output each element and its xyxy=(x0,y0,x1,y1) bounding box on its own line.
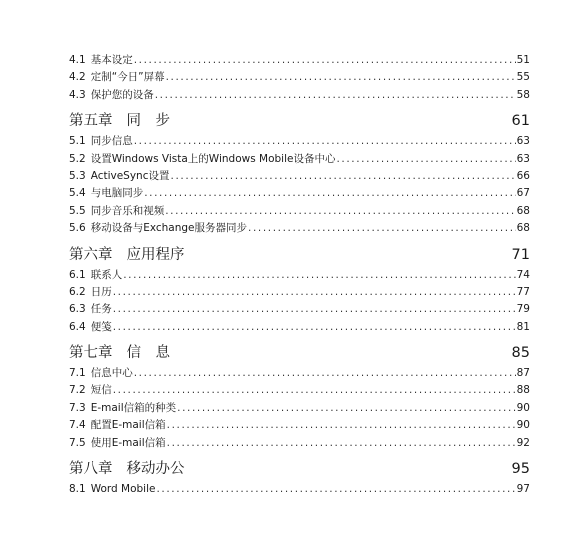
section-page-number: 88 xyxy=(516,384,530,397)
section-number: 6.3 xyxy=(69,303,86,316)
section-page-number: 97 xyxy=(516,483,530,496)
chapter-title-group xyxy=(69,245,185,265)
chapter-heading[interactable] xyxy=(69,343,530,363)
section-number: 5.4 xyxy=(69,187,86,200)
section-number: 5.2 xyxy=(69,152,86,165)
chapter-title-group xyxy=(69,459,185,479)
section-number: 6.1 xyxy=(69,268,86,281)
section-title: 同步音乐和视频 xyxy=(90,204,165,217)
toc-entry[interactable] xyxy=(69,435,530,452)
dot-leader xyxy=(113,319,516,336)
toc-entry[interactable] xyxy=(69,301,530,318)
section-number: 5.3 xyxy=(69,169,86,182)
toc-entry[interactable] xyxy=(69,417,530,434)
dot-leader xyxy=(134,133,516,150)
section-page-number: 90 xyxy=(516,419,530,432)
chapter-heading[interactable] xyxy=(69,459,530,479)
chapter-number: 第六章 xyxy=(69,246,113,263)
toc-entry[interactable] xyxy=(69,87,530,104)
toc-entry[interactable] xyxy=(69,133,530,150)
section-page-number: 58 xyxy=(516,88,530,101)
dot-leader xyxy=(144,185,515,202)
section-number: 7.3 xyxy=(69,401,86,414)
section-page-number: 55 xyxy=(516,71,530,84)
chapter-number: 第五章 xyxy=(69,113,113,130)
section-title: 信息中心 xyxy=(90,367,133,380)
chapter-page-number: 71 xyxy=(511,246,530,263)
section-title: 移动设备与Exchange服务器同步 xyxy=(90,222,248,235)
toc-entry[interactable] xyxy=(69,220,530,237)
section-title: 联系人 xyxy=(90,268,123,281)
section-number: 7.5 xyxy=(69,436,86,449)
section-title: 同步信息 xyxy=(90,135,133,148)
dot-leader xyxy=(156,481,515,498)
section-page-number: 87 xyxy=(516,367,530,380)
toc-entry[interactable] xyxy=(69,400,530,417)
section-page-number: 90 xyxy=(516,401,530,414)
section-page-number: 81 xyxy=(516,320,530,333)
section-title: 短信 xyxy=(90,384,112,397)
dot-leader xyxy=(155,87,516,104)
chapter-number: 第八章 xyxy=(69,461,113,478)
toc-entry[interactable] xyxy=(69,481,530,498)
section-page-number: 63 xyxy=(516,152,530,165)
section-number: 4.1 xyxy=(69,54,86,66)
section-title: E-mail信箱的种类 xyxy=(90,401,177,414)
chapter-title-group xyxy=(69,111,170,131)
dot-leader xyxy=(171,168,516,185)
section-number: 7.2 xyxy=(69,384,86,397)
chapter-title: 同 步 xyxy=(126,113,170,130)
toc-entry[interactable] xyxy=(69,319,530,336)
dot-leader xyxy=(113,284,516,301)
dot-leader xyxy=(166,69,516,86)
section-number: 4.2 xyxy=(69,71,86,84)
toc-entry[interactable] xyxy=(69,382,530,399)
section-title: 日历 xyxy=(90,285,112,298)
toc-entry[interactable] xyxy=(69,203,530,220)
section-number: 6.2 xyxy=(69,285,86,298)
section-number: 5.6 xyxy=(69,222,86,235)
dot-leader xyxy=(134,52,516,69)
section-title: 配置E-mail信箱 xyxy=(90,419,166,432)
section-number: 7.1 xyxy=(69,367,86,380)
section-page-number: 66 xyxy=(516,169,530,182)
section-title: 便笺 xyxy=(90,320,112,333)
toc-entry[interactable] xyxy=(69,365,530,382)
chapter-title: 信 息 xyxy=(126,345,170,362)
section-title: 任务 xyxy=(90,303,112,316)
toc-entry[interactable] xyxy=(69,284,530,301)
section-title: 基本设定 xyxy=(90,54,133,66)
dot-leader xyxy=(167,435,516,452)
section-page-number: 74 xyxy=(516,268,530,281)
dot-leader xyxy=(113,301,516,318)
section-page-number: 67 xyxy=(516,187,530,200)
section-page-number: 77 xyxy=(516,285,530,298)
chapter-title: 移动办公 xyxy=(126,461,185,478)
chapter-heading[interactable] xyxy=(69,245,530,265)
section-page-number: 79 xyxy=(516,303,530,316)
section-page-number: 92 xyxy=(516,436,530,449)
chapter-title-group xyxy=(69,343,170,363)
chapter-page-number: 95 xyxy=(511,461,530,478)
dot-leader xyxy=(134,365,516,382)
chapter-page-number: 61 xyxy=(511,113,530,130)
chapter-number: 第七章 xyxy=(69,345,113,362)
section-number: 8.1 xyxy=(69,483,86,496)
section-title: 定制“今日”屏幕 xyxy=(90,71,165,84)
dot-leader xyxy=(113,382,516,399)
dot-leader xyxy=(167,417,516,434)
chapter-page-number: 85 xyxy=(511,345,530,362)
section-page-number: 63 xyxy=(516,135,530,148)
section-title: 保护您的设备 xyxy=(90,88,154,101)
section-number: 5.1 xyxy=(69,135,86,148)
table-of-contents xyxy=(69,52,530,498)
dot-leader xyxy=(165,203,515,220)
toc-entry[interactable] xyxy=(69,151,530,168)
dot-leader xyxy=(177,400,516,417)
section-title: Word Mobile xyxy=(90,483,156,496)
toc-entry[interactable] xyxy=(69,267,530,284)
toc-entry[interactable] xyxy=(69,185,530,202)
dot-leader xyxy=(248,220,516,237)
section-number: 5.5 xyxy=(69,204,86,217)
toc-entry[interactable] xyxy=(69,69,530,86)
dot-leader xyxy=(336,151,515,168)
toc-entry[interactable] xyxy=(69,168,530,185)
toc-entry[interactable] xyxy=(69,52,530,69)
section-title: ActiveSync设置 xyxy=(90,169,170,182)
section-number: 6.4 xyxy=(69,320,86,333)
section-page-number: 68 xyxy=(516,222,530,235)
section-number: 7.4 xyxy=(69,419,86,432)
section-page-number: 51 xyxy=(516,54,530,66)
section-title: 设置Windows Vista上的Windows Mobile设备中心 xyxy=(90,152,336,165)
section-number: 4.3 xyxy=(69,88,86,101)
section-page-number: 68 xyxy=(516,204,530,217)
chapter-heading[interactable] xyxy=(69,111,530,131)
section-title: 与电脑同步 xyxy=(90,187,144,200)
section-title: 使用E-mail信箱 xyxy=(90,436,166,449)
dot-leader xyxy=(123,267,515,284)
chapter-title: 应用程序 xyxy=(126,246,185,263)
